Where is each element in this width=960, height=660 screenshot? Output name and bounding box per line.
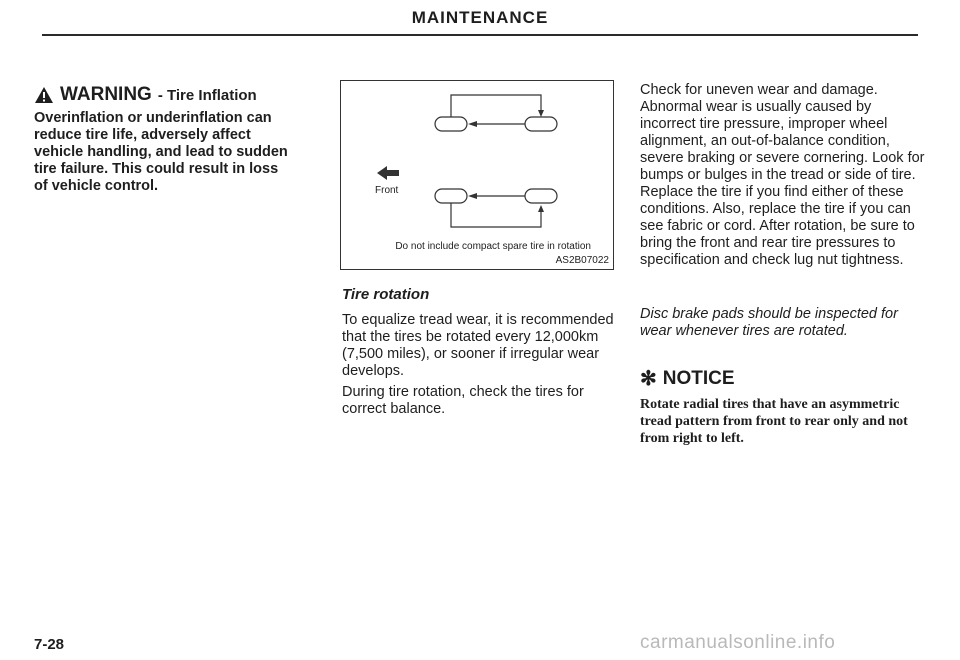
page-number: 7-28 xyxy=(34,636,65,653)
warning-subtitle: - Tire Inflation xyxy=(157,86,257,104)
notice-body: Rotate radial tires that have an asymmetric tread pattern from front to rear only and not from right to left. xyxy=(640,397,908,446)
warning-body: Overinflation or underinflation can reduce tire life, adversely affect vehicle handling, and lead to sudden tire failure. This could result in loss of vehicle control. xyxy=(34,110,288,194)
top-rotation-path xyxy=(451,95,541,117)
front-arrow-icon xyxy=(377,166,399,180)
figure-caption: Do not include compact spare tire in rotation xyxy=(395,241,591,252)
warning-title xyxy=(34,84,257,106)
rear-right-tire xyxy=(525,189,557,203)
warning-label: WARNING xyxy=(60,84,152,105)
brake-pad-paragraph: Disc brake pads should be inspected for wear whenever tires are rotated. xyxy=(640,306,898,339)
balance-paragraph: During tire rotation, check the tires for correct balance. xyxy=(342,384,584,417)
notice-label: NOTICE xyxy=(662,367,735,389)
page-header: MAINTENANCE xyxy=(411,8,549,27)
warning-triangle-icon xyxy=(34,86,54,104)
section-heading: Tire rotation xyxy=(342,286,430,303)
figure-code: AS2B07022 xyxy=(555,255,609,266)
rear-left-tire xyxy=(525,117,557,131)
inspection-paragraph: Check for uneven wear and damage. Abnormal wear is usually caused by incorrect tire pressure, improper wheel alignment, an out-of-balance condition, severe braking or severe cornering. Look for bumps or bulges in the tread or side of tire. Replace the tire if you find either of these conditions. Also, replace the tire if you can see fabric or cord. After rotation, be sure to bring the front and rear tire pressures to specification and check lug nut tightness. xyxy=(640,82,925,268)
asterisk-icon: ✻ xyxy=(640,368,657,390)
header-rule xyxy=(42,34,918,36)
tire-rotation-diagram xyxy=(340,80,614,270)
front-left-tire xyxy=(435,117,467,131)
front-right-tire xyxy=(435,189,467,203)
bottom-rotation-path xyxy=(451,203,541,227)
front-label: Front xyxy=(375,185,399,196)
watermark: carmanualsonline.info xyxy=(640,632,836,653)
rotation-paragraph: To equalize tread wear, it is recommended that the tires be rotated every 12,000km (7,500 miles), or sooner if irregular wear develops. xyxy=(342,312,614,379)
notice-title xyxy=(640,366,735,391)
